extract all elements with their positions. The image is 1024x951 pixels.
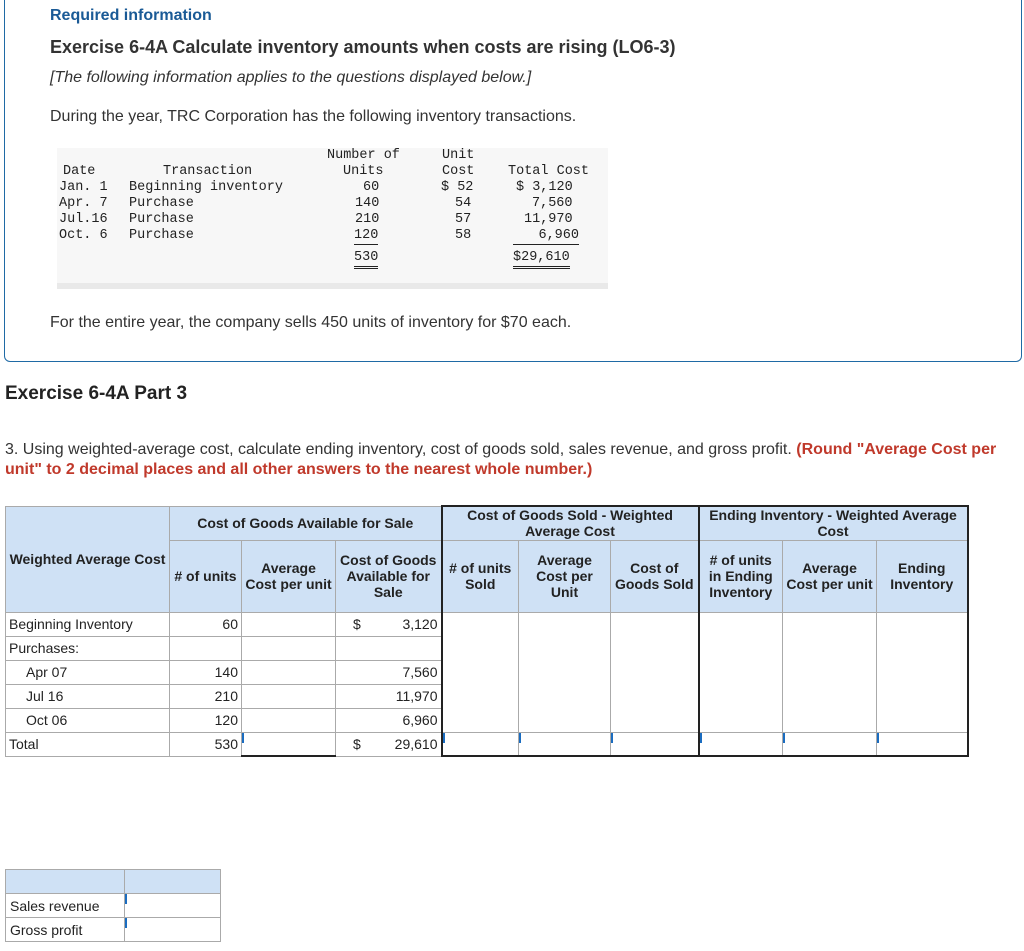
col-units-ending: # of units in Ending Inventory [699, 540, 783, 612]
row-transaction: Purchase [129, 212, 194, 227]
row-total: 7,560 [532, 196, 573, 211]
row-date: Apr. 7 [59, 196, 108, 211]
header-date: Date [63, 164, 96, 179]
cost-available-beginning [336, 612, 442, 636]
units-apr: 140 [170, 660, 242, 684]
dollar-sign: $ [353, 616, 361, 632]
header-cost-1: Unit [442, 148, 475, 163]
row-date: Oct. 6 [59, 228, 108, 243]
units-beginning: 60 [170, 612, 242, 636]
row-label-jul: Jul 16 [6, 684, 170, 708]
col-cogs: Cost of Goods Sold [611, 540, 699, 612]
col-weighted-average-cost: Weighted Average Cost [6, 506, 170, 612]
row-label-total: Total [6, 732, 170, 756]
cogs-blank-area [442, 612, 519, 732]
cost-available-oct: 6,960 [336, 708, 442, 732]
sales-info-text: For the entire year, the company sells 450 units of inventory for $70 each. [50, 314, 572, 331]
gross-profit-label: Gross profit [6, 918, 125, 942]
cost-available-jul: 11,970 [336, 684, 442, 708]
transactions-table [57, 148, 608, 289]
sales-revenue-label: Sales revenue [6, 894, 125, 918]
row-label-oct: Oct 06 [6, 708, 170, 732]
row-total: 11,970 [524, 212, 573, 227]
units-ending-input[interactable] [699, 732, 783, 756]
ending-blank-area [699, 612, 783, 732]
row-label-apr: Apr 07 [6, 660, 170, 684]
col-units-sold: # of units Sold [442, 540, 519, 612]
avg-cost-purchases [242, 636, 336, 660]
units-oct: 120 [170, 708, 242, 732]
cost-value: 29,610 [394, 736, 438, 752]
units-total: 530 [170, 732, 242, 756]
row-units: 140 [355, 196, 380, 211]
avg-cost-jul [242, 684, 336, 708]
units-purchases [170, 636, 242, 660]
row-cost: $ 52 [441, 180, 474, 195]
col-cost-available: Cost of Goods Available for Sale [336, 540, 442, 612]
row-total: $ 3,120 [516, 180, 573, 195]
row-units: 120 [354, 228, 379, 243]
sales-header-cell [125, 870, 221, 894]
info-note: [The following information applies to the questions displayed below.] [50, 69, 532, 86]
row-label-beginning: Beginning Inventory [6, 612, 170, 636]
question-body: 3. Using weighted-average cost, calculate ending inventory, cost of goods sold, sales revenue, and gross profit. [5, 441, 792, 458]
gross-profit-input[interactable] [125, 918, 221, 942]
col-average-cost: Average Cost per unit [242, 540, 336, 612]
row-transaction: Beginning inventory [129, 180, 283, 195]
col-units: # of units [170, 540, 242, 612]
ending-blank-area [783, 612, 877, 732]
dollar-sign: $ [353, 736, 361, 752]
cost-available-apr: 7,560 [336, 660, 442, 684]
sales-header-cell [6, 870, 125, 894]
ending-average-cost-input[interactable] [783, 732, 877, 756]
required-information-heading: Required information [50, 7, 212, 24]
units-jul: 210 [170, 684, 242, 708]
avg-cost-apr [242, 660, 336, 684]
row-units: 210 [355, 212, 380, 227]
row-date: Jan. 1 [59, 180, 108, 195]
row-transaction: Purchase [129, 228, 194, 243]
intro-text: During the year, TRC Corporation has the following inventory transactions. [50, 108, 577, 125]
cogs-average-cost-input[interactable] [519, 732, 611, 756]
group-ending-inventory: Ending Inventory - Weighted Average Cost [699, 506, 968, 540]
ending-blank-area [877, 612, 968, 732]
total-units: 530 [354, 250, 378, 269]
sales-revenue-input[interactable] [125, 894, 221, 918]
average-cost-per-unit-input[interactable] [242, 732, 336, 756]
cost-available-total [336, 732, 442, 756]
col-average-cost-sold: Average Cost per Unit [519, 540, 611, 612]
question-text [5, 440, 1021, 480]
row-transaction: Purchase [129, 196, 194, 211]
group-cost-available: Cost of Goods Available for Sale [170, 506, 442, 540]
units-sold-input[interactable] [442, 732, 519, 756]
row-cost: 57 [455, 212, 472, 227]
group-cogs: Cost of Goods Sold - Weighted Average Cost [442, 506, 699, 540]
cost-available-purchases [336, 636, 442, 660]
row-total: 6,960 [513, 228, 579, 245]
row-cost: 58 [455, 228, 472, 243]
rounding-instruction: (Round "Average Cost per unit" to 2 decimal places and all other answers to the nearest whole number.) [5, 441, 997, 478]
row-units: 60 [363, 180, 380, 195]
col-ending-inventory: Ending Inventory [877, 540, 968, 612]
ending-inventory-input[interactable] [877, 732, 968, 756]
total-cost: $29,610 [513, 250, 570, 269]
weighted-average-table [5, 505, 969, 757]
exercise-title: Exercise 6-4A Calculate inventory amounts when costs are rising (LO6-3) [50, 37, 676, 57]
header-transaction: Transaction [163, 164, 253, 179]
cost-value: 3,120 [402, 616, 438, 632]
avg-cost-beginning [242, 612, 336, 636]
cogs-blank-area [519, 612, 611, 732]
row-cost: 54 [455, 196, 472, 211]
row-date: Jul.16 [59, 212, 108, 227]
sales-table [5, 869, 221, 942]
part-title: Exercise 6-4A Part 3 [5, 383, 188, 404]
row-label-purchases: Purchases: [6, 636, 170, 660]
header-units-2: Units [343, 164, 384, 179]
cogs-blank-area [611, 612, 699, 732]
col-average-cost-ending: Average Cost per unit [783, 540, 877, 612]
cost-of-goods-sold-input[interactable] [611, 732, 699, 756]
header-cost-2: Cost [442, 164, 475, 179]
header-units-1: Number of [327, 148, 400, 163]
header-total: Total Cost [508, 164, 590, 179]
avg-cost-oct [242, 708, 336, 732]
